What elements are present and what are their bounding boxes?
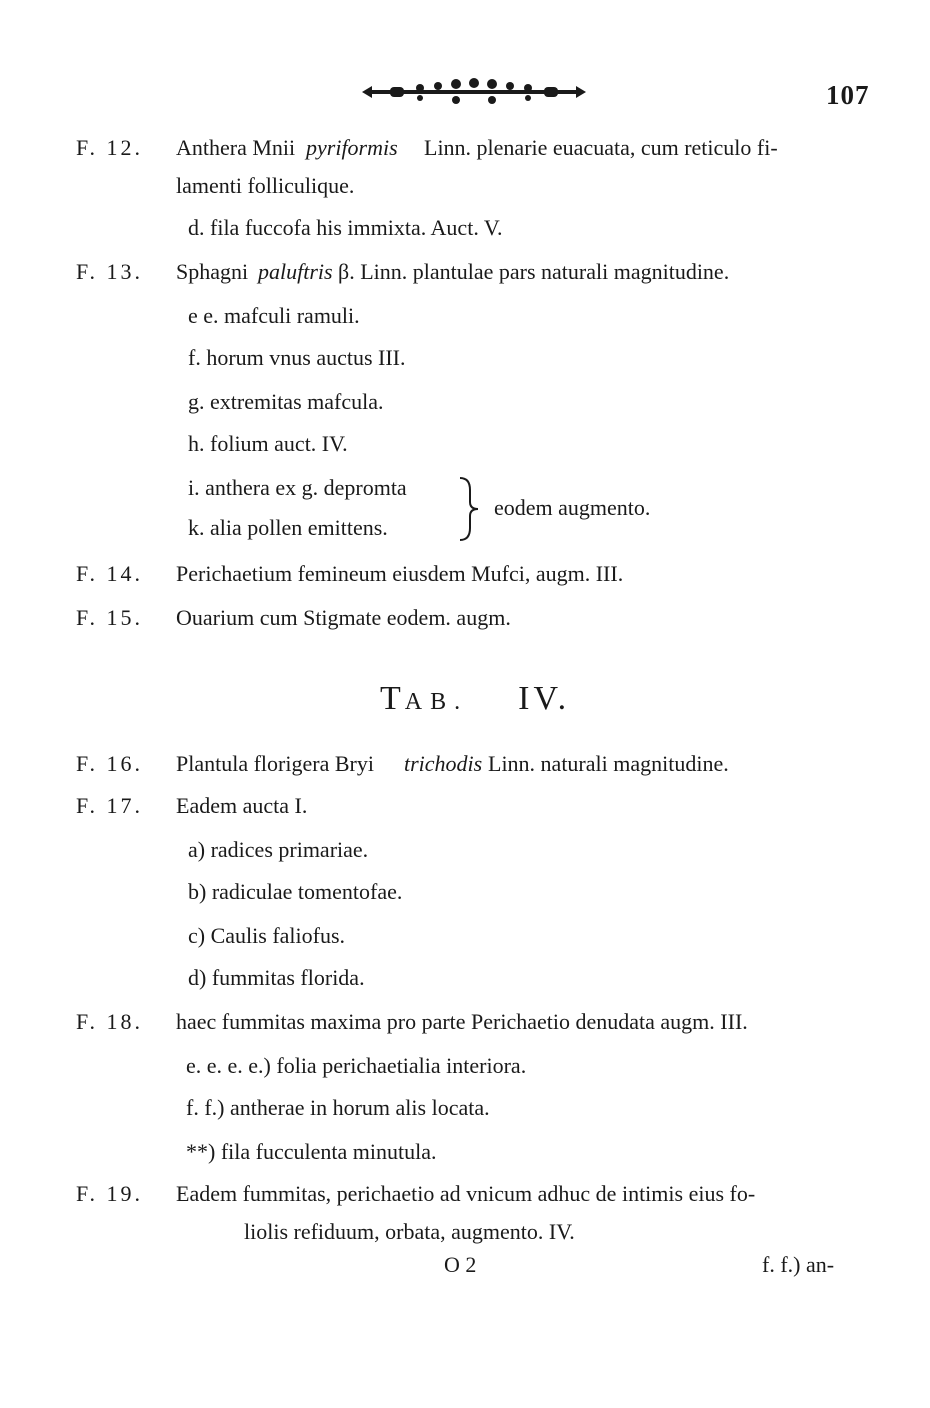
plate-heading-number: IV. — [518, 680, 571, 717]
catchword: f. f.) an- — [762, 1252, 835, 1277]
entry-text: paluftris — [258, 259, 333, 284]
entry-text: Linn. naturali magnitudine. — [488, 751, 729, 776]
figure-label: F. 15. — [76, 605, 143, 630]
figure-label: F. 12. — [76, 135, 143, 160]
entry-text: Linn. plenarie euacuata, cum reticulo fi- — [424, 135, 778, 160]
entry-text: Anthera Mnii — [176, 135, 296, 160]
entry-text: eodem augmento. — [494, 495, 651, 520]
figure-label: F. 19. — [76, 1181, 143, 1206]
figure-label: F. 14. — [76, 561, 143, 586]
entry-text: lamenti folliculique. — [176, 173, 355, 198]
entry-text: d) fummitas florida. — [188, 965, 365, 990]
entry-text: **) fila fucculenta minutula. — [186, 1139, 437, 1164]
entry-text: i. anthera ex g. depromta — [188, 475, 407, 500]
entry-text: d. fila fuccofa his immixta. Auct. V. — [188, 215, 503, 240]
ornament-headpiece-icon — [360, 78, 588, 106]
page-number: 107 — [826, 80, 870, 110]
entry-text: e e. mafculi ramuli. — [188, 303, 360, 328]
figure-label: F. 13. — [76, 259, 143, 284]
entry-text: a) radices primariae. — [188, 837, 369, 862]
entry-text: h. folium auct. IV. — [188, 431, 348, 456]
right-brace-icon — [458, 476, 480, 542]
plate-heading — [380, 680, 570, 718]
entry-text: e. e. e. e.) folia perichaetialia interiora. — [186, 1053, 527, 1078]
entry-text: Plantula florigera Bryi — [176, 751, 374, 776]
entry-text: β. Linn. plantulae pars naturali magnitudine. — [338, 259, 730, 284]
entry-text: Eadem aucta I. — [176, 793, 308, 818]
entry-text: haec fummitas maxima pro parte Perichaetio denudata augm. III. — [176, 1009, 748, 1034]
entry-text: Ouarium cum Stigmate eodem. augm. — [176, 605, 511, 630]
entry-text: c) Caulis faliofus. — [188, 923, 346, 948]
entry-text: f. f.) antherae in horum alis locata. — [186, 1095, 490, 1120]
figure-label: F. 18. — [76, 1009, 143, 1034]
entry-text: g. extremitas mafcula. — [188, 389, 384, 414]
entry-text: Sphagni — [176, 259, 249, 284]
entry-text: Eadem fummitas, perichaetio ad vnicum adhuc de intimis eius fo- — [176, 1181, 756, 1206]
entry-text: k. alia pollen emittens. — [188, 515, 388, 540]
signature-mark: O 2 — [444, 1252, 477, 1277]
entry-text: pyriformis — [306, 135, 398, 160]
entry-text: b) radiculae tomentofae. — [188, 879, 403, 904]
plate-heading-tab: TAB. — [380, 680, 469, 717]
entry-text: liolis refiduum, orbata, augmento. IV. — [244, 1219, 575, 1244]
figure-label: F. 16. — [76, 751, 143, 776]
entry-text: trichodis — [404, 751, 483, 776]
entry-text: f. horum vnus auctus III. — [188, 345, 406, 370]
entry-text: Perichaetium femineum eiusdem Mufci, augm. III. — [176, 561, 624, 586]
figure-label: F. 17. — [76, 793, 143, 818]
